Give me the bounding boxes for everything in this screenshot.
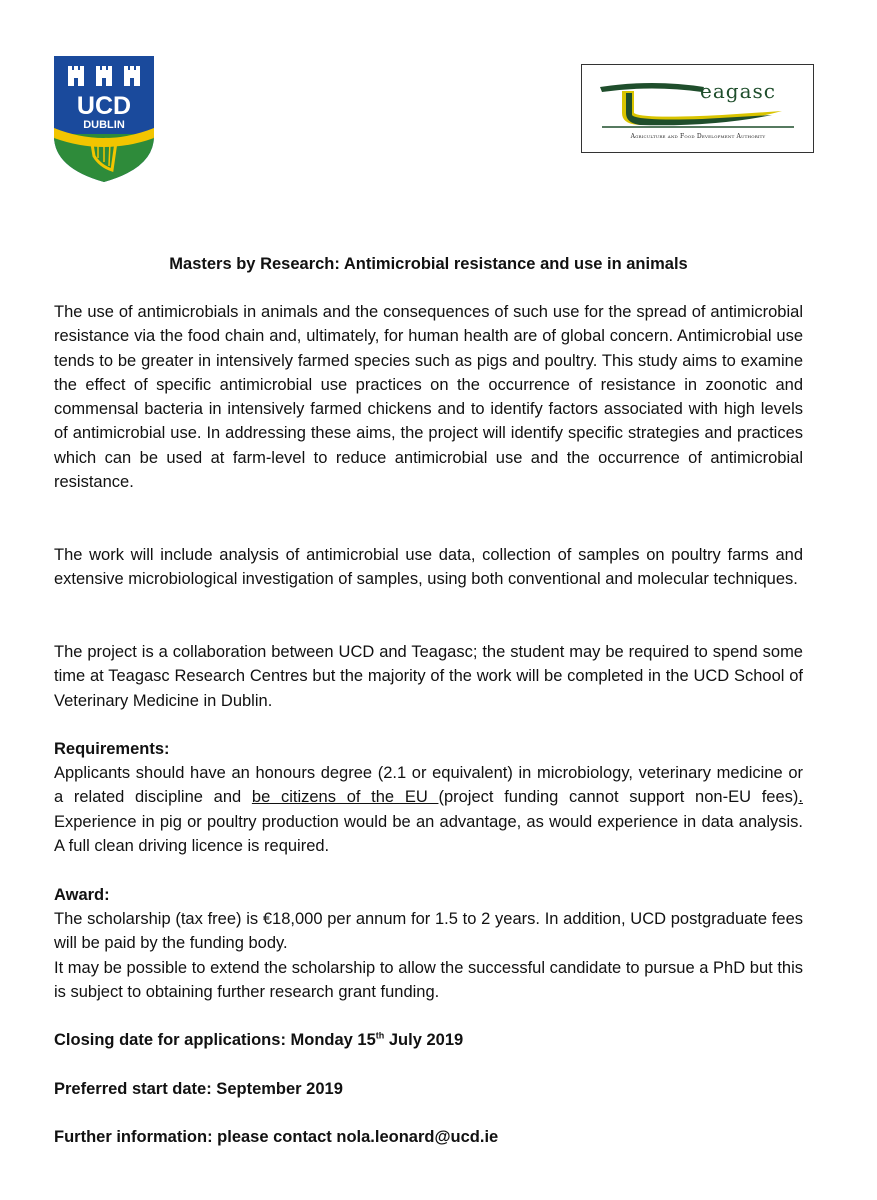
requirements-heading: Requirements: bbox=[54, 740, 170, 758]
requirements-text bbox=[54, 761, 803, 858]
award-heading: Award: bbox=[54, 886, 110, 904]
closing-date-prefix: Closing date for applications: Monday 15 bbox=[54, 1031, 376, 1049]
requirements-eu-citizens: be citizens of the EU bbox=[251, 788, 439, 807]
requirements-period: . bbox=[798, 788, 803, 807]
closing-date-suffix: th bbox=[375, 1030, 385, 1041]
closing-date-rest: July 2019 bbox=[384, 1031, 464, 1049]
teagasc-logo bbox=[581, 64, 814, 153]
ucd-logo bbox=[54, 56, 154, 182]
requirements-text-middle: (project funding cannot support non-EU fees) bbox=[438, 788, 799, 807]
award-extension-text: It may be possible to extend the scholarship to allow the successful candidate to pursue a PhD but this is subject to obtaining further research grant funding. bbox=[54, 959, 803, 1002]
preferred-start-date: Preferred start date: September 2019 bbox=[54, 1080, 343, 1098]
paragraph-intro: The use of antimicrobials in animals and the consequences of such use for the spread of antimicrobial resistance via the food chain and, ultimately, for human health are of global concern. Antimicrobial use tends to be greater in intensively farmed species such as pigs and poultry. This study aims to examine the effect of specific antimicrobial use practices on the occurrence of resistance in zoonotic and commensal bacteria in intensively farmed chickens and to identify factors associated with high levels of antimicrobial use. In addressing these aims, the project will identify specific strategies and practices which can be used at farm-level to reduce antimicrobial use and the occurrence of antimicrobial resistance. bbox=[54, 303, 803, 492]
ucd-logo-subtext: DUBLIN bbox=[83, 119, 125, 131]
document-title: Masters by Research: Antimicrobial resistance and use in animals bbox=[169, 255, 688, 273]
requirements-text-before: Applicants should have an honours degree (2.1 or equivalent) in microbiology, veterinary medicine or a related discipline and bbox=[54, 764, 803, 807]
closing-date bbox=[54, 1028, 803, 1052]
requirements-text-after: Experience in pig or poultry production would be an advantage, as would experience in data analysis. A full clean driving licence is required. bbox=[54, 812, 803, 855]
ucd-logo-text: UCD bbox=[76, 92, 132, 120]
teagasc-wordmark: eagasc bbox=[700, 79, 776, 103]
further-information: Further information: please contact nola.leonard@ucd.ie bbox=[54, 1128, 499, 1146]
paragraph-collaboration: The project is a collaboration between UCD and Teagasc; the student may be required to spend some time at Teagasc Research Centres but the majority of the work will be completed in the UCD School of Veterinary Medicine in Dublin. bbox=[54, 643, 803, 710]
teagasc-subtitle: Agriculture and Food Development Authority bbox=[630, 133, 766, 140]
award-text: The scholarship (tax free) is €18,000 per annum for 1.5 to 2 years. In addition, UCD postgraduate fees will be paid by the funding body. bbox=[54, 910, 803, 953]
paragraph-work: The work will include analysis of antimicrobial use data, collection of samples on poultry farms and extensive microbiological investigation of samples, using both conventional and molecular techniques. bbox=[54, 546, 803, 589]
